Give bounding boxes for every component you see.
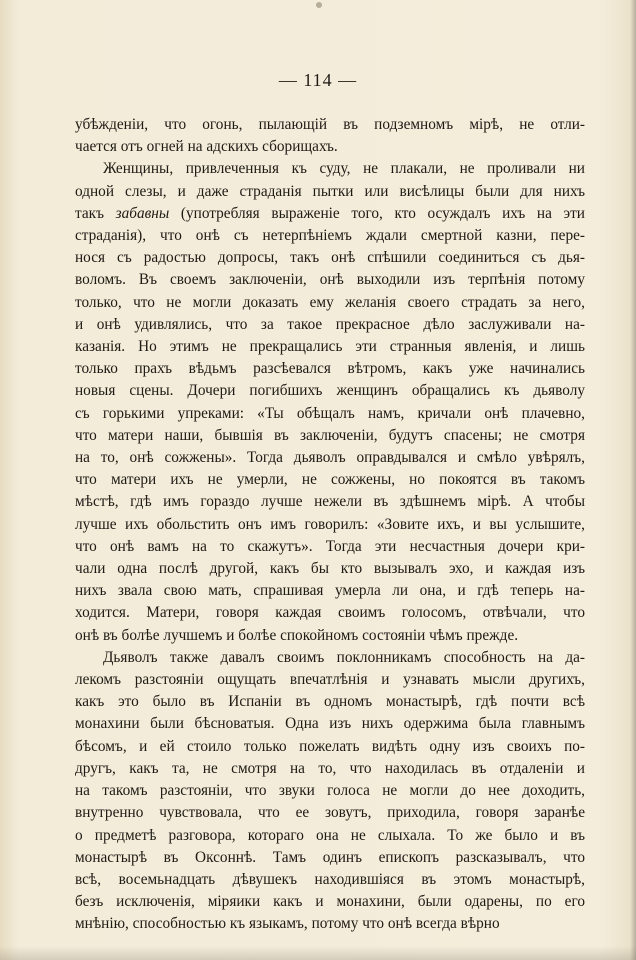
text-line: внутренно чувствовала, что ее зовутъ, приходила, говоря заранѣе [75, 804, 585, 822]
text-line: и онѣ удивлялись, что за такое прекрасное дѣло заслуживали на- [75, 315, 585, 333]
text-line: онѣ въ болѣе лучшемъ и болѣе спокойномъ состояніи чѣмъ прежде. [75, 626, 519, 644]
text-line: какъ это было въ Испаніи въ одномъ монастырѣ, гдѣ почти всѣ [75, 693, 585, 711]
text-line: одной слезы, и даже страданія пытки или висѣлицы были для нихъ [75, 182, 585, 200]
body-text [75, 114, 585, 936]
text-line: о предметѣ разговора, котораго она не слыхала. То же было и въ [75, 826, 585, 844]
text-line: лучше ихъ обольстить онъ имъ говорилъ: «Зовите ихъ, и вы услышите, [75, 515, 585, 533]
text-line: что матери наши, бывшія въ заключеніи, будутъ спасены; не смотря [75, 426, 585, 444]
text-line: только, что не могли доказать ему желанія своего страдать за него, [75, 293, 585, 311]
text-line: что матери ихъ не умерли, не сожжены, но покоятся въ такомъ [75, 471, 585, 489]
paragraph [75, 158, 585, 646]
text-line: бѣсомъ, и ей стоило только пожелать видѣть одну изъ своихъ по- [75, 737, 585, 755]
text-line: страданія), что онѣ съ нетерпѣніемъ ждали смертной казни, пере- [75, 227, 585, 245]
text-line: нося съ радостью допросы, такъ онѣ спѣшили соединиться съ дья- [75, 249, 585, 267]
text-line: всѣ, восемьнадцать дѣвушекъ находившіяся въ этомъ монастырѣ, [75, 870, 585, 888]
text-line: убѣжденіи, что огонь, пылающій въ подземномъ мірѣ, не отли- [75, 116, 585, 133]
text-line: лекомъ разстояніи ощущать впечатлѣнія и узнавать мысли другихъ, [75, 671, 585, 689]
paragraph [75, 114, 585, 158]
text-line: только прахъ вѣдьмъ разсѣевался вѣтромъ, какъ уже начинались [75, 360, 585, 378]
text-line: монахини были бѣсноватыя. Одна изъ нихъ одержима была главнымъ [75, 715, 585, 733]
text-line: другъ, какъ та, не смотря на то, что находилась въ отдаленіи и [75, 759, 585, 777]
text-line: съ горькими упреками: «Ты обѣщалъ намъ, кричали онѣ плачевно, [75, 404, 585, 422]
paragraph [75, 647, 585, 936]
text-line: ходится. Матери, говоря каждая своимъ голосомъ, отвѣчали, что [75, 604, 585, 622]
text-line: чали одна послѣ другой, какъ бы кто вызывалъ эхо, и каждая изъ [75, 560, 585, 578]
page-edge [630, 0, 636, 960]
text-line: такъ забавны (употребляя выраженіе того, кто осуждалъ ихъ на эти [75, 204, 585, 222]
text-line: новыя сцены. Дочери погибшихъ женщинъ обращались къ дьяволу [75, 382, 585, 400]
emphasized-word: забавны [115, 204, 170, 222]
text-line: чается отъ огней на адскихъ сборищахъ. [75, 138, 338, 156]
text-line: мѣстѣ, гдѣ имъ гораздо лучше нежели въ здѣшнемъ мірѣ. А чтобы [75, 493, 585, 511]
text-line: мнѣнію, способностью къ языкамъ, потому что онѣ всегда вѣрно [75, 915, 500, 933]
page-bottom-shadow [0, 946, 636, 960]
text-line: нихъ звала свою мать, спрашивая умерла ли она, и гдѣ теперь на- [75, 582, 585, 600]
text-line: воломъ. Въ своемъ заключеніи, онѣ выходили изъ терпѣнія потому [75, 271, 585, 289]
text-line: монастырѣ въ Оксоннѣ. Тамъ одинъ епископъ разсказывалъ, что [75, 848, 585, 866]
text-line: что онѣ вамъ на то скажутъ». Тогда эти несчастныя дочери кри- [75, 537, 585, 555]
ink-speck [316, 2, 322, 8]
text-line: казанія. Но этимъ не прекращались эти странныя явленія, и лишь [75, 338, 585, 356]
page-number: — 114 — [278, 70, 358, 90]
text-line: на такомъ разстояніи, что звуки голоса не могли до нее доходить, [75, 782, 585, 800]
text-line: на то, онѣ сожжены». Тогда дьяволъ оправдывался и смѣло увѣрялъ, [75, 449, 585, 467]
text-line: Женщины, привлеченныя къ суду, не плакали, не проливали ни [103, 160, 585, 178]
text-line: Дьяволъ также давалъ своимъ поклонникамъ способность на да- [103, 648, 585, 666]
text-line: безъ исключенія, міряики какъ и монахини, были одарены, по его [75, 893, 585, 911]
